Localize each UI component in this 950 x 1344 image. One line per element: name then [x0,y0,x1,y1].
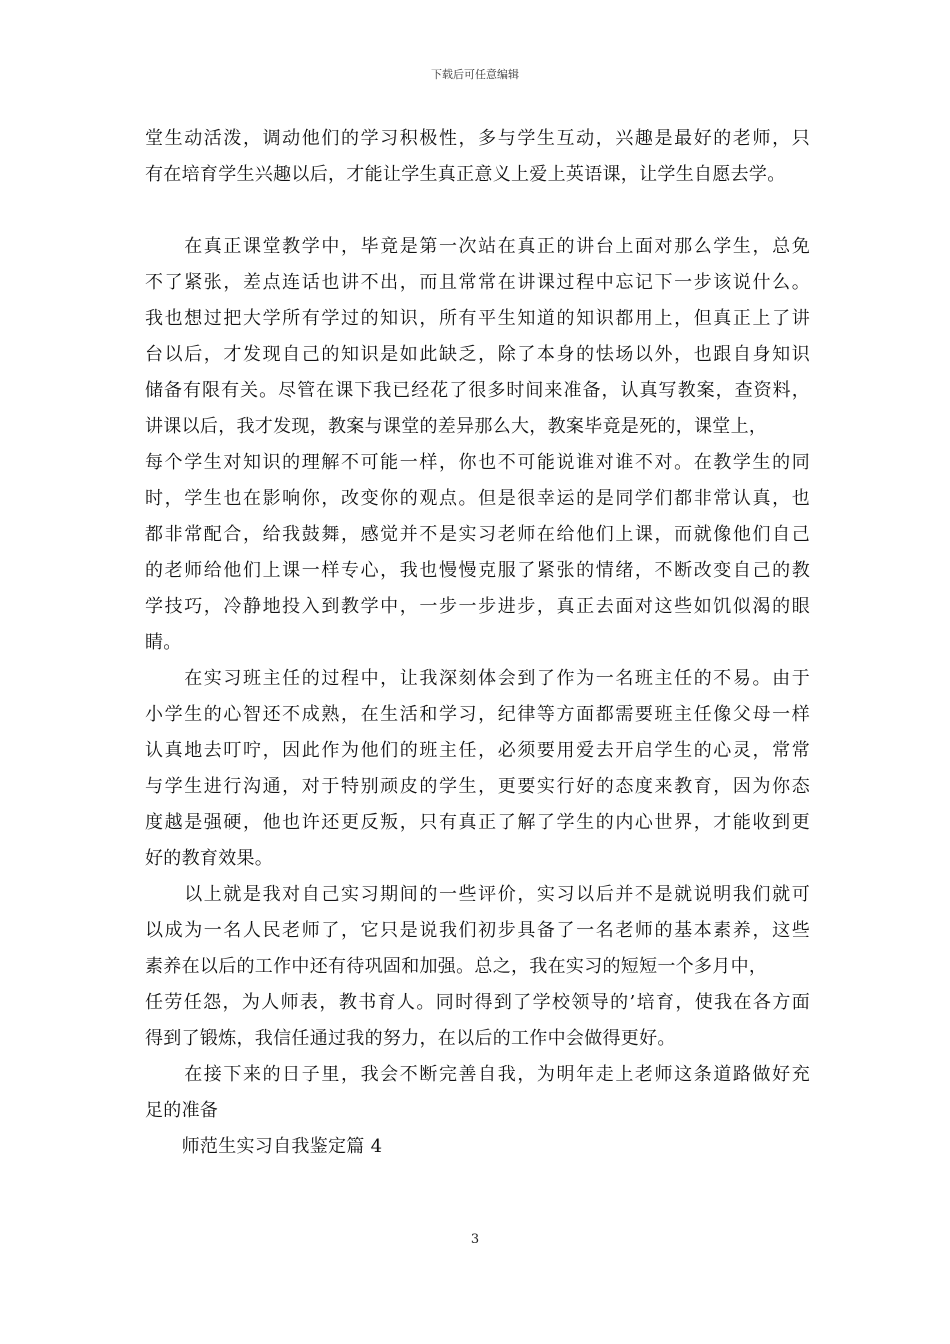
text-line: 我也想过把大学所有学过的知识，所有平生知道的知识都用上，但真正上了讲 [145,308,810,329]
text-line: 的老师给他们上课一样专心，我也慢慢克服了紧张的情绪，不断改变自己的教 [145,560,810,581]
page-number: 3 [470,1232,480,1247]
text-line: 与学生进行沟通，对于特别顽皮的学生，更要实行好的态度来教育，因为你态 [145,776,810,797]
section-heading [145,1129,810,1165]
paragraph [145,661,810,877]
text-line: 度越是强硬，他也许还更反叛，只有真正了解了学生的内心世界，才能收到更 [145,812,810,833]
text-line: 堂生动活泼，调动他们的学习积极性，多与学生互动，兴趣是最好的老师，只 [145,128,810,149]
paragraph [145,877,810,1057]
text-line: 台以后，才发现自己的知识是如此缺乏，除了本身的怯场以外，也跟自身知识 [145,344,810,365]
text-line: 好的教育效果。 [145,848,274,869]
text-line: 学技巧，冷静地投入到教学中，一步一步进步，真正去面对这些如饥似渴的眼 [145,596,810,617]
text-line: 每个学生对知识的理解不可能一样，你也不可能说谁对谁不对。在教学生的同 [145,452,810,473]
text-line: 都非常配合，给我鼓舞，感觉并不是实习老师在给他们上课，而就像他们自己 [145,524,810,545]
text-line: 素养在以后的工作中还有待巩固和加强。总之，我在实习的短短一个多月中， [145,956,768,977]
text-line: 睛。 [145,632,182,653]
page-header-note: 下载后可任意编辑 [431,68,519,81]
text-line: 小学生的心智还不成熟，在生活和学习，纪律等方面都需要班主任像父母一样 [145,704,810,725]
paragraph [145,121,810,193]
text-line: 以上就是我对自己实习期间的一些评价，实习以后并不是就说明我们就可 [145,884,810,905]
text-line: 在实习班主任的过程中，让我深刻体会到了作为一名班主任的不易。由于 [145,668,810,689]
text-line: 认真地去叮咛，因此作为他们的班主任，必须要用爱去开启学生的心灵，常常 [145,740,810,761]
section-heading-text: 师范生实习自我鉴定篇 4 [145,1136,383,1157]
text-line: 任劳任怨，为人师表，教书育人。同时得到了学校领导的’培育，使我在各方面 [145,992,810,1013]
text-line: 在真正课堂教学中，毕竟是第一次站在真正的讲台上面对那么学生，总免 [145,236,810,257]
text-line: 时，学生也在影响你，改变你的观点。但是很幸运的是同学们都非常认真，也 [145,488,810,509]
document-body [145,121,810,1165]
text-line: 足的准备 [145,1100,219,1121]
text-line: 在接下来的日子里，我会不断完善自我，为明年走上老师这条道路做好充 [145,1064,810,1085]
text-line: 有在培育学生兴趣以后，才能让学生真正意义上爱上英语课，让学生自愿去学。 [145,164,786,185]
text-line: 得到了锻炼，我信任通过我的努力，在以后的工作中会做得更好。 [145,1028,676,1049]
text-line: 不了紧张，差点连话也讲不出，而且常常在讲课过程中忘记下一步该说什么。 [145,272,810,293]
text-line: 以成为一名人民老师了，它只是说我们初步具备了一名老师的基本素养，这些 [145,920,810,941]
paragraph [145,1057,810,1129]
text-line: 讲课以后，我才发现，教案与课堂的差异那么大，教案毕竟是死的，课堂上， [145,416,768,437]
text-line: 储备有限有关。尽管在课下我已经花了很多时间来准备，认真写教案，查资料， [145,380,810,401]
paragraph [145,229,810,661]
